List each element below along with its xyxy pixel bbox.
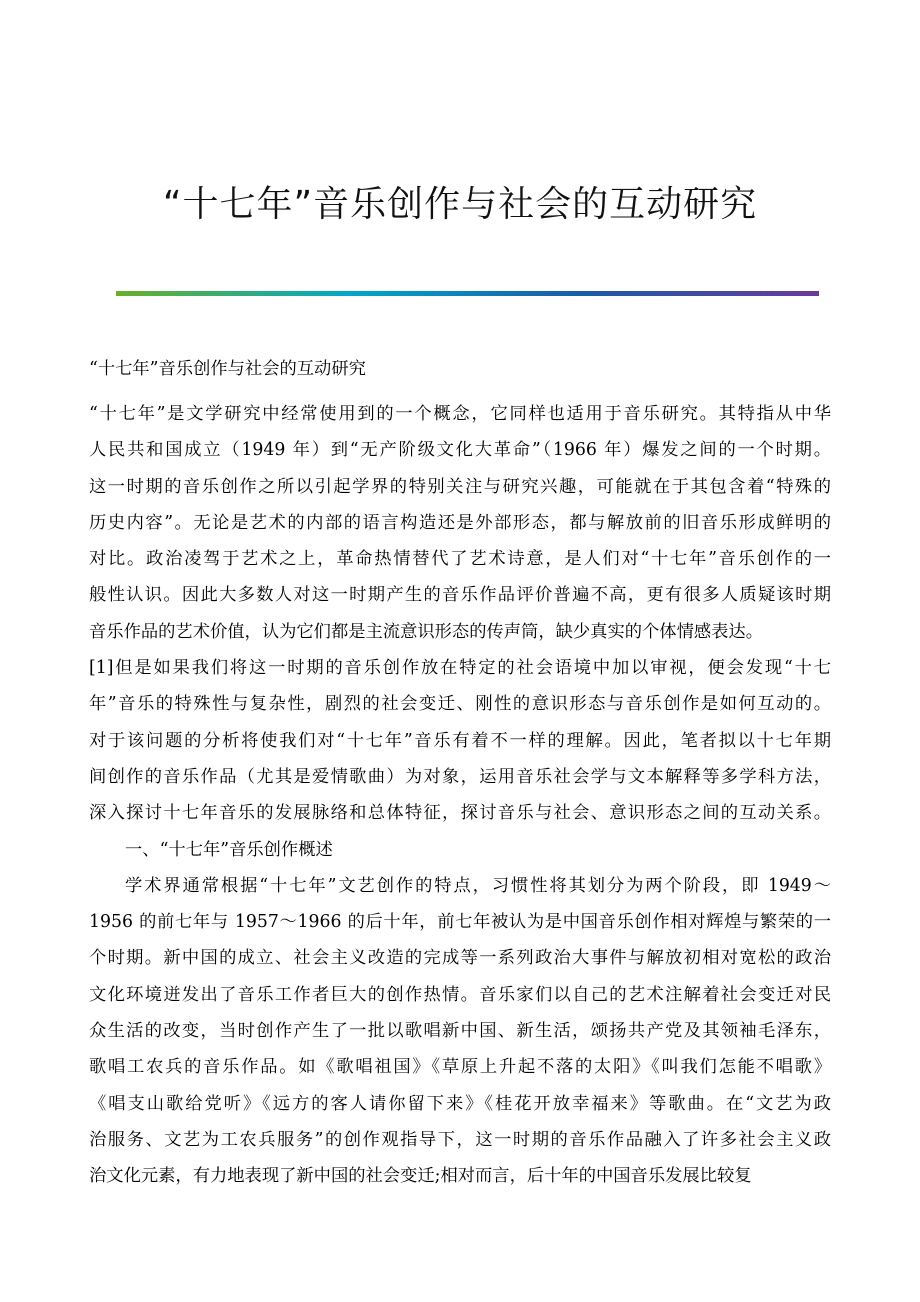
text-line: 个时期。新中国的成立、社会主义改造的完成等一系列政治大事件与解放初相对宽松的政治	[89, 948, 831, 969]
intro-paragraph	[89, 396, 831, 832]
text-line: 年”音乐的特殊性与复杂性，剧烈的社会变迁、刚性的意识形态与音乐创作是如何互动的。	[89, 694, 831, 715]
document-subtitle: “十七年”音乐创作与社会的互动研究	[89, 359, 366, 379]
text-line: 深入探讨十七年音乐的发展脉络和总体特征，探讨音乐与社会、意识形态之间的互动关系。	[89, 803, 831, 824]
text-line: 般性认识。因此大多数人对这一时期产生的音乐作品评价普遍不高，更有很多人质疑该时期	[89, 585, 831, 606]
text-line: 治服务、文艺为工农兵服务”的创作观指导下，这一时期的音乐作品融入了许多社会主义政	[89, 1129, 831, 1150]
text-line: 《唱支山歌给党听》《远方的客人请你留下来》《桂花开放幸福来》等歌曲。在“文艺为政	[89, 1093, 831, 1114]
text-line: “十七年”是文学研究中经常使用到的一个概念，它同样也适用于音乐研究。其特指从中华	[89, 404, 831, 424]
text-line: 这一时期的音乐创作之所以引起学界的特别关注与研究兴趣，可能就在于其包含着“特殊的	[89, 476, 831, 497]
document-title: “十七年”音乐创作与社会的互动研究	[162, 184, 758, 225]
text-line: [1]但是如果我们将这一时期的音乐创作放在特定的社会语境中加以审视，便会发现“十七	[89, 658, 831, 679]
text-line: 对比。政治凌驾于艺术之上，革命热情替代了艺术诗意，是人们对“十七年”音乐创作的一	[89, 549, 831, 570]
text-line: 众生活的改变，当时创作产生了一批以歌唱新中国、新生活，颂扬共产党及其领袖毛泽东，	[89, 1021, 831, 1042]
text-line: 治文化元素，有力地表现了新中国的社会变迁;相对而言，后十年的中国音乐发展比较复	[89, 1166, 752, 1187]
section-heading: 一、“十七年”音乐创作概述	[125, 839, 333, 860]
section-paragraph	[89, 868, 831, 1195]
text-line: 1956 的前七年与 1957～1966 的后十年，前七年被认为是中国音乐创作相对辉煌与繁荣的一	[89, 912, 831, 933]
text-line: 音乐作品的艺术价值，认为它们都是主流意识形态的传声筒，缺少真实的个体情感表达。	[89, 621, 763, 642]
text-line: 歌唱工农兵的音乐作品。如《歌唱祖国》《草原上升起不落的太阳》《叫我们怎能不唱歌》	[89, 1057, 831, 1078]
text-line: 文化环境迸发出了音乐工作者巨大的创作热情。音乐家们以自己的艺术注解着社会变迁对民	[89, 984, 831, 1005]
text-line: 对于该问题的分析将使我们对“十七年”音乐有着不一样的理解。因此，笔者拟以十七年期	[89, 730, 831, 751]
title-gradient-divider	[116, 291, 819, 296]
text-line: 历史内容”。无论是艺术的内部的语言构造还是外部形态，都与解放前的旧音乐形成鲜明的	[89, 512, 831, 533]
text-line: 人民共和国成立（1949 年）到“无产阶级文化大革命”（1966 年）爆发之间的一个时期。	[89, 440, 831, 461]
text-line: 间创作的音乐作品（尤其是爱情歌曲）为对象，运用音乐社会学与文本解释等多学科方法，	[89, 766, 831, 787]
text-line: 学术界通常根据“十七年”文艺创作的特点，习惯性将其划分为两个阶段，即 1949～	[125, 875, 831, 896]
document-body	[89, 354, 831, 1195]
